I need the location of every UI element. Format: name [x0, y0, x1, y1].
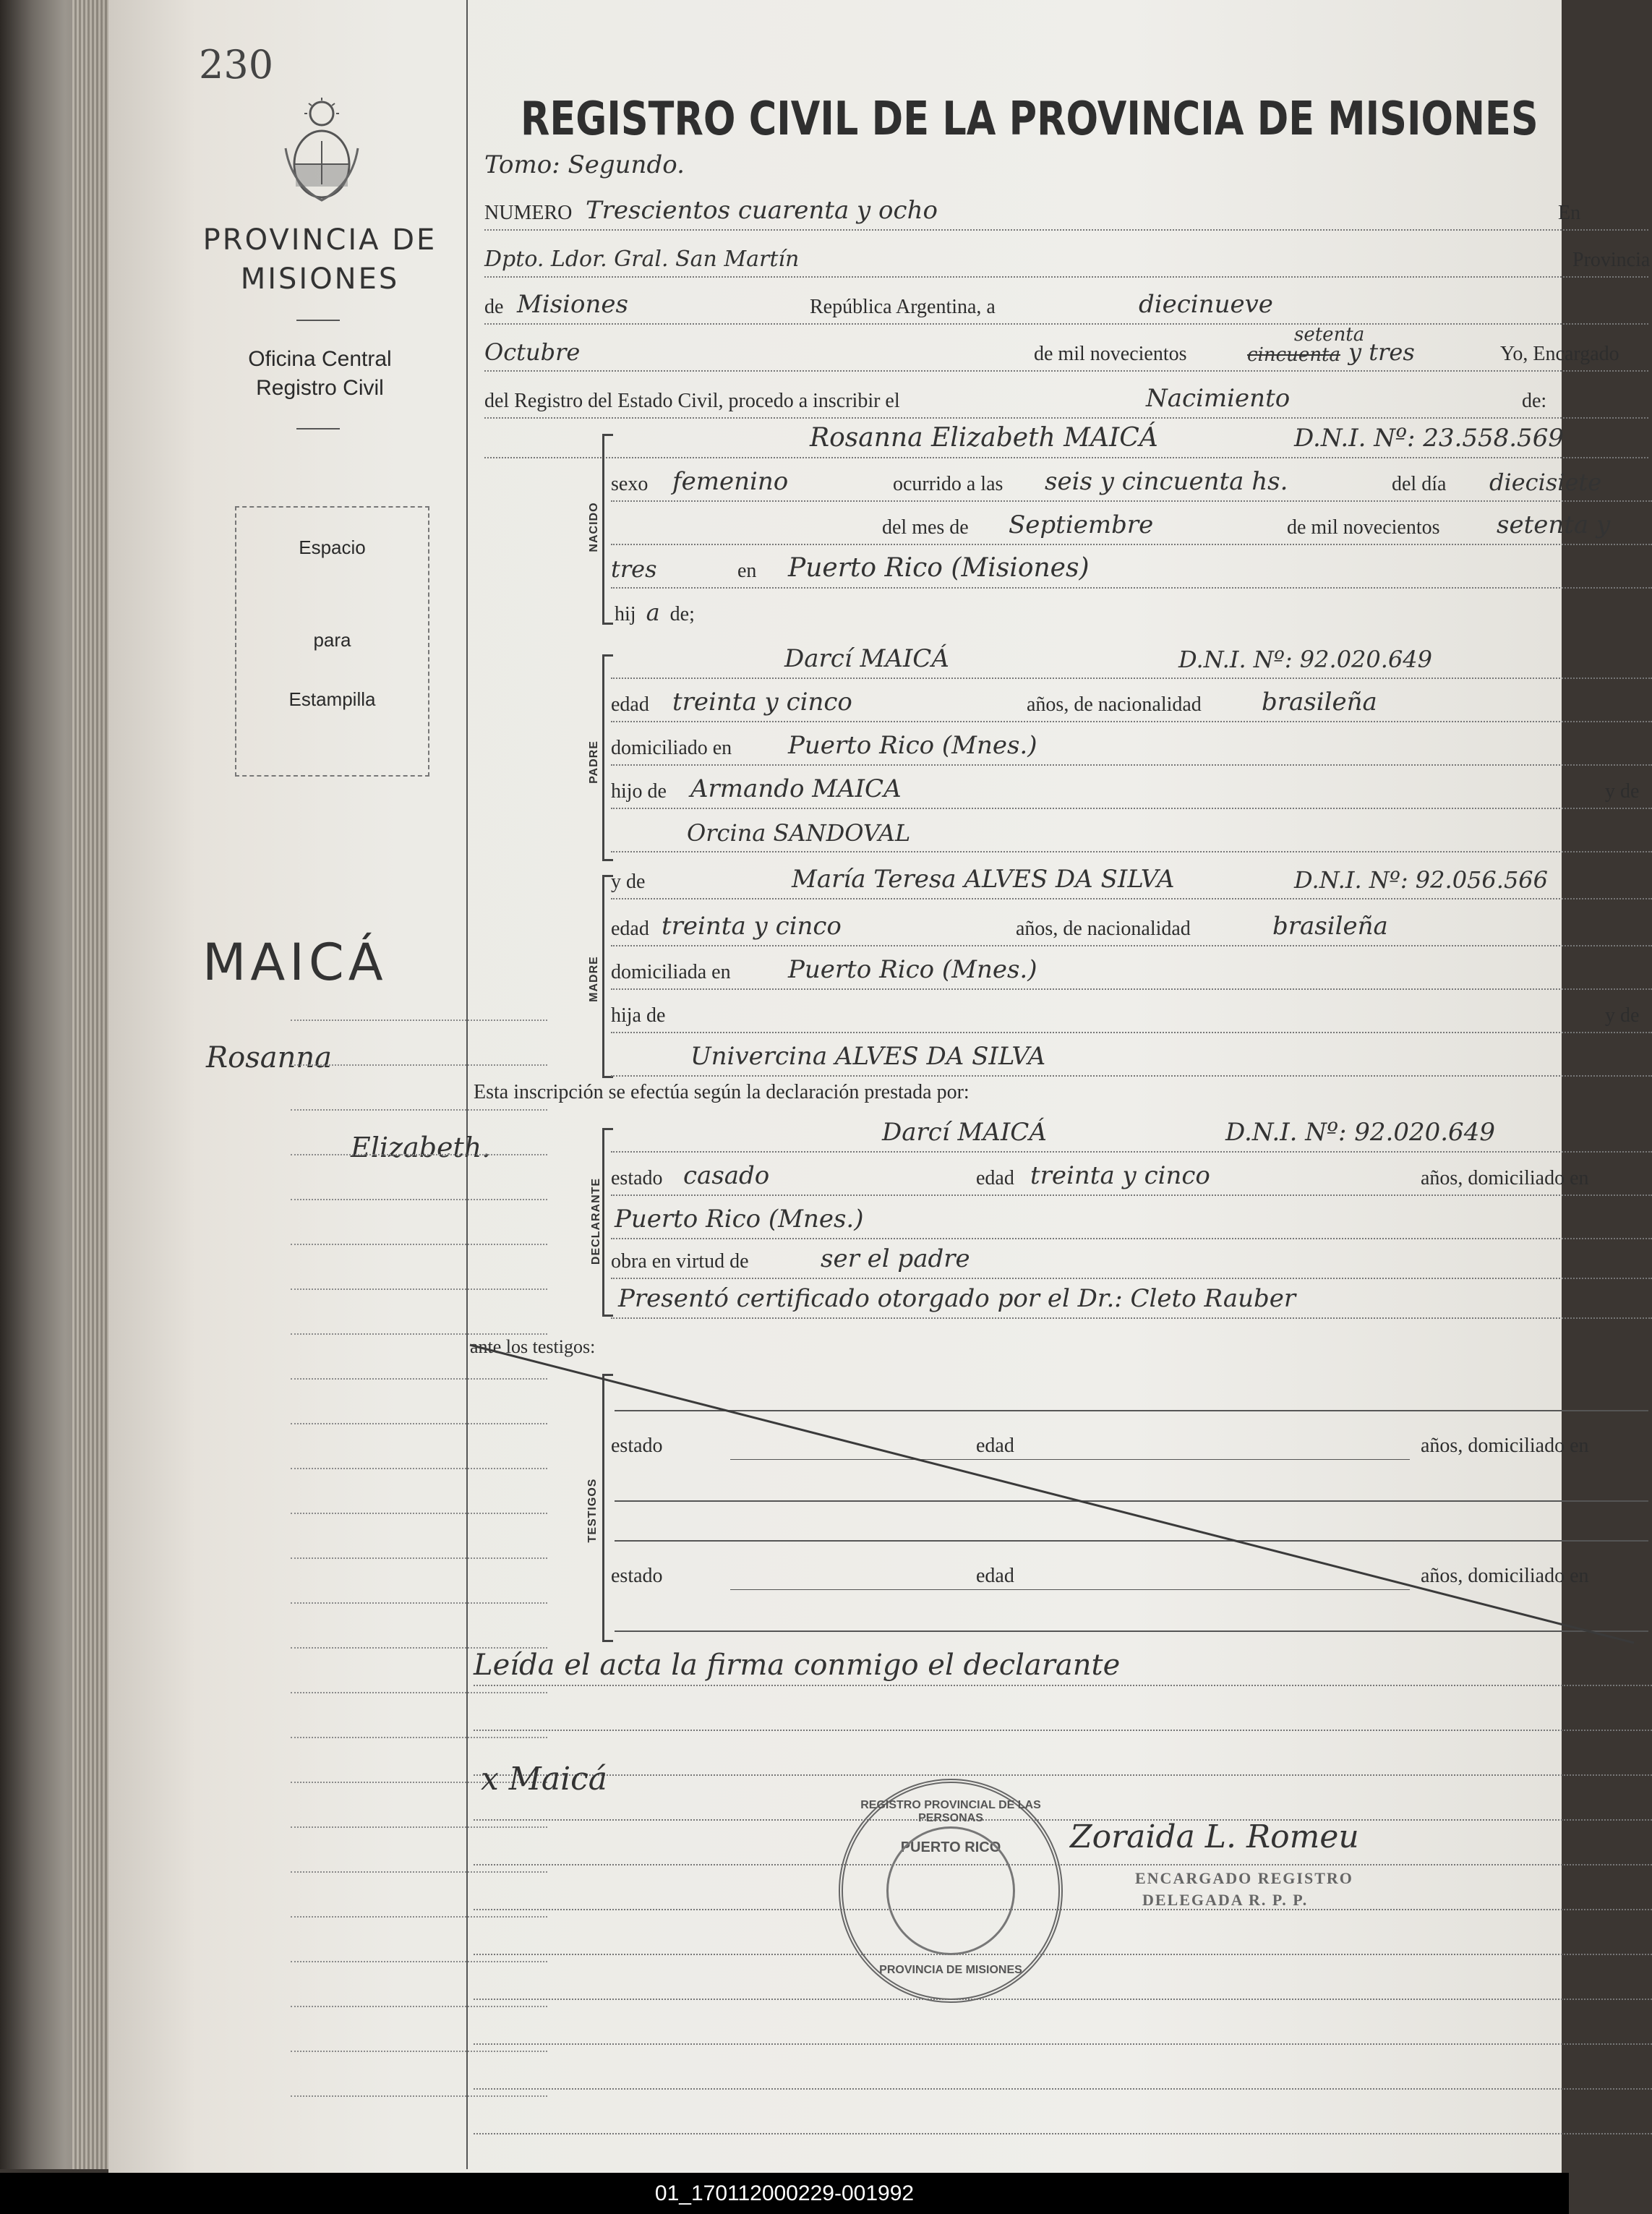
- testigo2-estado-label: estado: [611, 1565, 663, 1587]
- row-provincia: [484, 286, 1648, 325]
- margin-rule: [291, 1020, 547, 1021]
- hora-value: seis y cincuenta hs.: [1045, 467, 1288, 496]
- row-padre-edad: [611, 683, 1652, 722]
- padre-domicilio-label: domiciliado en: [611, 737, 732, 759]
- row-dpto: [484, 239, 1651, 278]
- testigo1-estado-label: estado: [611, 1435, 663, 1457]
- margin-rule: [291, 2095, 547, 2097]
- mil-label-2: de mil novecientos: [1287, 516, 1440, 539]
- declarante-edad-label: edad: [976, 1167, 1014, 1189]
- page-number: 230: [199, 42, 274, 87]
- madre-edad: treinta y cinco: [662, 912, 842, 941]
- row-registro: [484, 380, 1648, 419]
- republica-label: República Argentina, a: [810, 296, 996, 318]
- closing-rule: [474, 2133, 1652, 2134]
- tomo: Tomo: Segundo.: [484, 150, 685, 179]
- stamp-space-box: [235, 506, 429, 777]
- sexo-label: sexo: [611, 473, 649, 495]
- seal-emblem: [886, 1826, 1015, 1955]
- margin-rule: [291, 2051, 547, 2052]
- dia-nacimiento: diecisiete: [1489, 469, 1602, 496]
- anio-value: y tres: [1348, 338, 1415, 366]
- margin-name-1: Rosanna: [206, 1041, 332, 1074]
- register-page: [108, 0, 1651, 2173]
- declarante-edad: treinta y cinco: [1030, 1161, 1210, 1190]
- ante-testigos: ante los testigos:: [470, 1336, 596, 1357]
- anio-nacimiento: setenta y: [1497, 510, 1611, 539]
- closing-rule: [474, 1730, 1652, 1731]
- abuela-materna: Univercina ALVES DA SILVA: [690, 1042, 1046, 1071]
- row-padre-madre: [611, 813, 1652, 852]
- cargo-linea-2: DELEGADA R. P. P.: [1142, 1891, 1309, 1909]
- document-title: REGISTRO CIVIL DE LA PROVINCIA DE MISIONES: [521, 93, 1538, 146]
- margin-rule: [291, 1737, 547, 1738]
- closing-rule: [474, 1909, 1652, 1910]
- madre-hija-label: hija de: [611, 1004, 666, 1027]
- row-numero: [484, 192, 1648, 231]
- dia-value: diecinueve: [1139, 290, 1273, 319]
- margin-rule: [291, 1244, 547, 1245]
- mes-nacimiento: Septiembre: [1009, 510, 1154, 539]
- testigo2-anios-label: años, domiciliado en: [1421, 1565, 1589, 1587]
- acto-value: Nacimiento: [1146, 384, 1291, 413]
- testigos-label: TESTIGOS: [586, 1478, 599, 1543]
- declarante-obra: ser el padre: [821, 1244, 970, 1273]
- madre-domicilio-label: domiciliada en: [611, 961, 731, 983]
- closing-rule: [474, 2088, 1652, 2090]
- row-lugar: [611, 550, 1652, 589]
- closing-rule: [474, 1864, 1652, 1865]
- row-declarante-nota: [611, 1280, 1652, 1319]
- stamp-box-line-3: Estampilla: [288, 688, 376, 710]
- provincia-label: Provincia: [1572, 249, 1651, 271]
- hija-value: a: [646, 599, 660, 626]
- margin-rule: [291, 1333, 547, 1335]
- padre-edad: treinta y cinco: [672, 688, 852, 717]
- margin-rule: [291, 1692, 547, 1693]
- closing-rule: [474, 1685, 1652, 1686]
- closing-rule: [474, 1819, 1652, 1821]
- en-label: En: [1558, 202, 1581, 224]
- padre-edad-label: edad: [611, 693, 649, 716]
- declaracion-intro: Esta inscripción se efectúa según la declaración prestada por:: [474, 1081, 970, 1103]
- madre-nacionalidad: brasileña: [1272, 912, 1388, 941]
- row-madre-hija: [611, 994, 1652, 1033]
- column-divider: [466, 0, 468, 2169]
- margin-rule: [291, 1199, 547, 1200]
- padre-domicilio: Puerto Rico (Mnes.): [788, 731, 1037, 760]
- declarante-anios-label: años, domiciliado en: [1421, 1167, 1589, 1189]
- margin-rule: [291, 1916, 547, 1918]
- divider: [296, 428, 340, 429]
- row-padre-domicilio: [611, 727, 1652, 766]
- row-declarante-domicilio: [611, 1200, 1652, 1239]
- anio-nacimiento-2: tres: [611, 555, 657, 583]
- ocurrido-label: ocurrido a las: [893, 473, 1003, 495]
- margin-rule: [291, 2006, 547, 2007]
- row-sexo: [611, 463, 1652, 502]
- madre-edad-label: edad: [611, 918, 649, 940]
- row-padre: [611, 640, 1652, 679]
- office-name-1: Oficina Central: [248, 347, 392, 371]
- provincia-value: Misiones: [517, 290, 628, 319]
- row-madre-madre: [611, 1038, 1652, 1077]
- mil-label: de mil novecientos: [1034, 343, 1187, 365]
- registro-label: del Registro del Estado Civil, procedo a inscribir el: [484, 390, 900, 412]
- declarante-nota: Presentó certificado otorgado por el Dr.: Cleto Rauber: [618, 1284, 1296, 1313]
- abuelo-paterno: Armando MAICA: [690, 774, 902, 803]
- numero-value: Trescientos cuarenta y ocho: [586, 196, 938, 225]
- del-mes-label: del mes de: [882, 516, 969, 539]
- declarante-dni: D.N.I. Nº: 92.020.649: [1225, 1118, 1495, 1147]
- inscripto-dni: D.N.I. Nº: 23.558.569: [1294, 424, 1564, 453]
- declarante-label: DECLARANTE: [590, 1177, 602, 1265]
- padre-y-de-label: y de: [1605, 780, 1640, 803]
- margin-surname: MAICÁ: [202, 933, 388, 992]
- row-madre-edad: [611, 907, 1652, 946]
- seal-outer-text: REGISTRO PROVINCIAL DE LAS PERSONAS: [860, 1799, 1041, 1824]
- row-madre-domicilio: [611, 951, 1652, 990]
- margin-rule: [291, 1871, 547, 1873]
- closing-rule: [474, 1999, 1652, 2000]
- anio-insert: setenta: [1294, 324, 1365, 346]
- nacido-label: NACIDO: [588, 502, 600, 552]
- closing-rule: [474, 1774, 1652, 1776]
- padre-label: PADRE: [588, 740, 600, 784]
- row-padre-hijo: [611, 770, 1652, 809]
- declarante-estado-label: estado: [611, 1167, 663, 1189]
- de-colon: de:: [1522, 390, 1547, 412]
- padre-hijo-label: hijo de: [611, 780, 667, 803]
- margin-rule: [291, 1826, 547, 1828]
- declarante-nombre: Darcí MAICÁ: [882, 1118, 1047, 1147]
- madre-label: MADRE: [588, 956, 600, 1002]
- lugar-value: Puerto Rico (Misiones): [788, 553, 1090, 583]
- cargo-linea-1: ENCARGADO REGISTRO: [1135, 1869, 1353, 1887]
- encargado-label: Yo, Encargado: [1500, 343, 1619, 365]
- madre-y-de-label: y de: [611, 871, 646, 893]
- hija-label: hij: [615, 603, 636, 625]
- footer-id: 01_170112000229-001992: [0, 2173, 1569, 2214]
- numero-label: NUMERO: [484, 202, 573, 224]
- de-label: de: [484, 296, 504, 318]
- firma-oficial: Zoraida L. Romeu: [1070, 1818, 1359, 1855]
- firma-declarante: x Maicá: [481, 1761, 608, 1798]
- row-hija: [615, 599, 695, 626]
- sexo-value: femenino: [672, 467, 789, 496]
- coat-of-arms-icon: [278, 98, 365, 206]
- declarante-obra-label: obra en virtud de: [611, 1250, 749, 1273]
- row-mes: [484, 324, 1648, 372]
- dpto-value: Dpto. Ldor. Gral. San Martín: [484, 247, 800, 272]
- padre-nombre: Darcí MAICÁ: [784, 644, 949, 673]
- margin-rule: [291, 1064, 547, 1066]
- official-seal: [839, 1779, 1063, 2003]
- madre-y-de2-label: y de: [1605, 1004, 1640, 1027]
- madre-domicilio: Puerto Rico (Mnes.): [788, 955, 1037, 984]
- row-inscripto: [484, 419, 1648, 458]
- closing-rule: [474, 1954, 1652, 1955]
- del-dia-label: del día: [1392, 473, 1447, 495]
- declarante-domicilio: Puerto Rico (Mnes.): [615, 1205, 864, 1234]
- testigo1-edad-label: edad: [976, 1435, 1014, 1457]
- testigo2-edad-label: edad: [976, 1565, 1014, 1587]
- en-label-2: en: [737, 560, 757, 582]
- row-declarante-estado: [611, 1157, 1652, 1196]
- cierre-texto: Leída el acta la firma conmigo el declarante: [474, 1649, 1121, 1682]
- row-madre: [611, 860, 1652, 899]
- row-mes-nacimiento: [611, 506, 1652, 545]
- margin-rule: [291, 1288, 547, 1290]
- stamp-box-line-2: para: [313, 629, 351, 651]
- office-name-2: Registro Civil: [256, 376, 384, 400]
- seal-city-text: PUERTO RICO: [900, 1839, 1001, 1855]
- padre-nacionalidad: brasileña: [1262, 688, 1377, 717]
- divider: [296, 320, 340, 321]
- province-name: PROVINCIA DE MISIONES: [202, 223, 437, 296]
- margin-rule: [291, 1109, 547, 1111]
- madre-anios-label: años, de nacionalidad: [1016, 918, 1191, 940]
- declarante-estado: casado: [683, 1161, 770, 1190]
- anio-struck: cincuenta: [1247, 344, 1341, 366]
- madre-dni: D.N.I. Nº: 92.056.566: [1294, 866, 1549, 894]
- padre-dni: D.N.I. Nº: 92.020.649: [1178, 646, 1433, 673]
- margin-rule: [291, 1961, 547, 1962]
- stamp-box-line-1: Espacio: [299, 537, 366, 558]
- closing-rule: [474, 2043, 1652, 2045]
- row-declarante-obra: [611, 1240, 1652, 1279]
- margin-rule: [291, 1154, 547, 1155]
- margin-name-2: Elizabeth.: [351, 1132, 491, 1163]
- row-declarante: [611, 1114, 1652, 1153]
- inscripto-name: Rosanna Elizabeth MAICÁ: [810, 423, 1158, 453]
- seal-bottom-text: PROVINCIA DE MISIONES: [879, 1964, 1022, 1976]
- testigo1-anios-label: años, domiciliado en: [1421, 1435, 1589, 1457]
- abuela-paterna: Orcina SANDOVAL: [687, 819, 911, 847]
- hija-de-label: de;: [669, 603, 695, 625]
- padre-anios-label: años, de nacionalidad: [1027, 693, 1202, 716]
- mes-value: Octubre: [484, 338, 581, 366]
- madre-nombre: María Teresa ALVES DA SILVA: [792, 865, 1175, 894]
- strike-line: [470, 1345, 1641, 1649]
